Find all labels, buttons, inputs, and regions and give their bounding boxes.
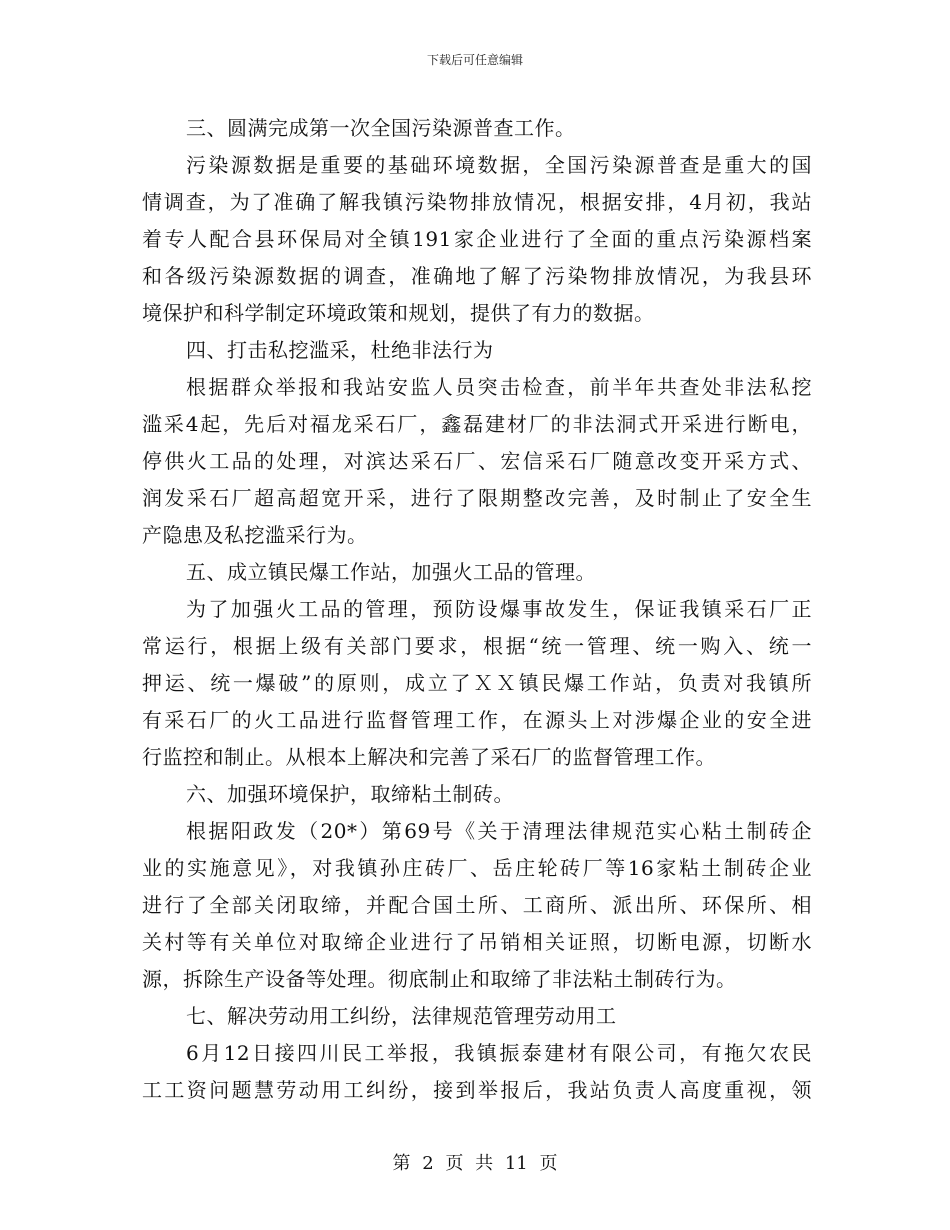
section-heading (142, 332, 812, 369)
text-line: 6月12日接四川民工举报，我镇振泰建材有限公司，有拖欠农民 (186, 1041, 812, 1065)
document-body (142, 110, 812, 1109)
text-line: 和各级污染源数据的调查，准确地了解了污染物排放情况，为我县环 (142, 264, 812, 288)
text-line: 着专人配合县环保局对全镇191家企业进行了全面的重点污染源档案 (142, 227, 812, 251)
text-line: 情调查，为了准确了解我镇污染物排放情况，根据安排，4月初，我站 (142, 190, 812, 214)
section-heading (142, 554, 812, 591)
text-line: 工工资问题慧劳动用工纠纷，接到举报后，我站负责人高度重视，领 (142, 1078, 812, 1102)
text-line: 为了加强火工品的管理，预防设爆事故发生，保证我镇采石厂正 (186, 597, 812, 621)
text-line: 三、圆满完成第一次全国污染源普查工作。 (186, 116, 576, 140)
text-line: 境保护和科学制定环境政策和规划，提供了有力的数据。 (142, 301, 655, 325)
text-line: 有采石厂的火工品进行监督管理工作，在源头上对涉爆企业的安全进 (142, 708, 812, 732)
section-heading (142, 110, 812, 147)
body-paragraph (142, 1035, 812, 1109)
page-header: 下载后可任意编辑 (426, 53, 523, 67)
text-line: 六、加强环境保护，取缔粘土制砖。 (186, 782, 514, 806)
text-line: 污染源数据是重要的基础环境数据，全国污染源普查是重大的国 (186, 153, 812, 177)
text-line: 进行了全部关闭取缔，并配合国土所、工商所、派出所、环保所、相 (142, 893, 812, 917)
section-heading (142, 776, 812, 813)
text-line: 产隐患及私挖滥采行为。 (142, 523, 368, 547)
text-line: 根据群众举报和我站安监人员突击检查，前半年共查处非法私挖 (186, 375, 812, 399)
body-paragraph (142, 147, 812, 332)
body-paragraph (142, 813, 812, 998)
text-line: 七、解决劳动用工纠纷，法律规范管理劳动用工 (186, 1004, 617, 1028)
section-heading (142, 998, 812, 1035)
text-line: 源，拆除生产设备等处理。彻底制止和取缔了非法粘土制砖行为。 (142, 967, 737, 991)
text-line: 业的实施意见》，对我镇孙庄砖厂、岳庄轮砖厂等16家粘土制砖企业 (142, 856, 812, 880)
text-line: 押运、统一爆破”的原则，成立了ＸＸ镇民爆工作站，负责对我镇所 (142, 671, 812, 695)
text-line: 四、打击私挖滥采，杜绝非法行为 (186, 338, 494, 362)
text-line: 关村等有关单位对取缔企业进行了吊销相关证照，切断电源，切断水 (142, 930, 812, 954)
text-line: 润发采石厂超高超宽开采，进行了限期整改完善，及时制止了安全生 (142, 486, 812, 510)
text-line: 行监控和制止。从根本上解决和完善了采石厂的监督管理工作。 (142, 745, 716, 769)
text-line: 滥采4起，先后对福龙采石厂，鑫磊建材厂的非法洞式开采进行断电， (142, 412, 812, 436)
text-line: 停供火工品的处理，对滨达采石厂、宏信采石厂随意改变开采方式、 (142, 449, 812, 473)
page-footer: 第 2 页 共 11 页 (392, 1153, 558, 1174)
body-paragraph (142, 591, 812, 776)
text-line: 五、成立镇民爆工作站，加强火工品的管理。 (186, 560, 596, 584)
body-paragraph (142, 369, 812, 554)
text-line: 常运行，根据上级有关部门要求，根据“统一管理、统一购入、统一 (142, 634, 812, 658)
text-line: 根据阳政发（20*）第69号《关于清理法律规范实心粘土制砖企 (186, 819, 812, 843)
